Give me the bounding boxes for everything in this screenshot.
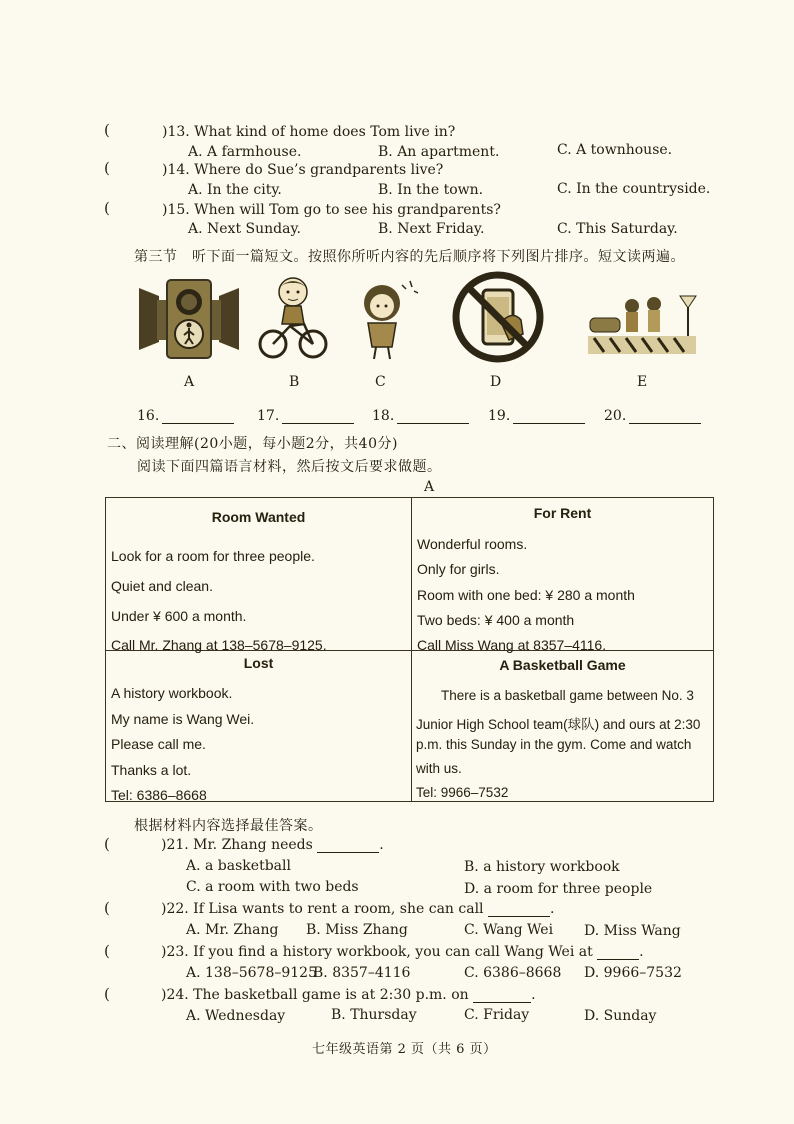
lost-line: Thanks a lot. — [111, 762, 192, 778]
answer-paren-23[interactable]: ( — [104, 942, 110, 960]
q14-option-c: C. In the countryside. — [557, 181, 711, 197]
children-crossing-icon — [584, 292, 700, 362]
q23-option-d: D. 9966–7532 — [584, 965, 682, 981]
q21-option-b: B. a history workbook — [464, 859, 620, 875]
q13-option-b: B. An apartment. — [378, 144, 500, 160]
question-23: )23. If you find a history workbook, you can call Wang Wei at . — [161, 944, 644, 960]
basketball-line: There is a basketball game between No. 3 — [441, 688, 694, 703]
for-rent-line: Room with one bed: ¥ 280 a month — [417, 587, 635, 603]
q23-option-b: B. 8357–4116 — [313, 965, 411, 981]
question-13: )13. What kind of home does Tom live in? — [162, 124, 456, 140]
room-wanted-line: Quiet and clean. — [111, 578, 213, 594]
answer-paren-24[interactable]: ( — [104, 985, 110, 1003]
answer-blank-20[interactable]: 20. — [604, 408, 701, 424]
room-wanted-line: Call Mr. Zhang at 138–5678–9125. — [111, 637, 327, 653]
q15-option-b: B. Next Friday. — [378, 221, 485, 237]
q22-option-d: D. Miss Wang — [584, 923, 681, 939]
basketball-game-ad — [412, 657, 713, 800]
question-22: )22. If Lisa wants to rent a room, she can call . — [161, 901, 555, 917]
room-wanted-title: Room Wanted — [211, 509, 306, 525]
ads-table — [105, 497, 714, 802]
passage-label: A — [424, 479, 435, 495]
question-14: )14. Where do Sue’s grandparents live? — [162, 162, 444, 178]
q24-option-a: A. Wednesday — [186, 1008, 286, 1024]
lost-line: My name is Wang Wei. — [111, 711, 255, 727]
q24-option-d: D. Sunday — [584, 1008, 657, 1024]
room-wanted-ad — [106, 509, 411, 653]
question-21: )21. Mr. Zhang needs . — [161, 837, 384, 853]
q24-option-b: B. Thursday — [331, 1007, 417, 1023]
q21-option-a: A. a basketball — [186, 858, 291, 874]
room-wanted-line: Look for a room for three people. — [111, 548, 315, 564]
picture-label-e: E — [637, 374, 648, 390]
basketball-game-title: A Basketball Game — [499, 657, 626, 673]
question-24: )24. The basketball game is at 2:30 p.m. on . — [161, 987, 536, 1003]
q23-option-a: A. 138–5678–9125 — [186, 965, 317, 981]
page-footer: 七年级英语第 2 页（共 6 页） — [312, 1042, 497, 1057]
q21-option-c: C. a room with two beds — [186, 879, 359, 895]
boy-on-bicycle-icon — [258, 274, 328, 362]
q15-option-a: A. Next Sunday. — [188, 221, 301, 237]
for-rent-line: Wonderful rooms. — [417, 536, 528, 552]
answer-blank-16[interactable]: 16. — [137, 408, 234, 424]
basketball-line: p.m. this Sunday in the gym. Come and watch — [416, 737, 692, 752]
q24-option-c: C. Friday — [464, 1007, 530, 1023]
choose-instruction: 根据材料内容选择最佳答案。 — [134, 818, 323, 834]
for-rent-ad — [412, 505, 713, 653]
picture-label-b: B — [289, 374, 300, 390]
q14-option-b: B. In the town. — [378, 182, 484, 198]
picture-label-c: C — [375, 374, 386, 390]
q22-option-a: A. Mr. Zhang — [186, 922, 279, 938]
room-wanted-line: Under ¥ 600 a month. — [111, 608, 247, 624]
reading-instruction: 阅读下面四篇语言材料，然后按文后要求做题。 — [137, 459, 442, 475]
basketball-line: Tel: 9966–7532 — [416, 785, 509, 800]
answer-paren-14[interactable]: ( — [104, 159, 110, 177]
answer-paren-15[interactable]: ( — [104, 199, 110, 217]
section-3-instruction: 第三节 听下面一篇短文。按照你所听内容的先后顺序将下列图片排序。短文读两遍。 — [134, 249, 685, 265]
picture-label-a: A — [184, 374, 195, 390]
basketball-line: Junior High School team(球队) and ours at 2:30 — [416, 717, 701, 732]
answer-blank-18[interactable]: 18. — [372, 408, 469, 424]
q22-option-c: C. Wang Wei — [464, 922, 554, 938]
q22-option-b: B. Miss Zhang — [306, 922, 408, 938]
basketball-line: with us. — [416, 761, 462, 776]
for-rent-title: For Rent — [533, 505, 592, 521]
answer-paren-22[interactable]: ( — [104, 899, 110, 917]
question-15: )15. When will Tom go to see his grandparents? — [162, 202, 501, 218]
answer-paren-13[interactable]: ( — [104, 121, 110, 139]
picture-label-d: D — [490, 374, 502, 390]
q13-option-a: A. A farmhouse. — [188, 144, 302, 160]
lost-ad — [106, 655, 411, 803]
lost-line: Tel: 6386–8668 — [111, 787, 207, 803]
no-phone-icon — [451, 270, 545, 364]
q15-option-c: C. This Saturday. — [557, 221, 678, 237]
q14-option-a: A. In the city. — [188, 182, 282, 198]
for-rent-line: Two beds: ¥ 400 a month — [417, 612, 575, 628]
lost-title: Lost — [243, 655, 274, 671]
q21-option-d: D. a room for three people — [464, 881, 653, 897]
q13-option-c: C. A townhouse. — [557, 142, 673, 158]
answer-blank-19[interactable]: 19. — [488, 408, 585, 424]
lost-line: Please call me. — [111, 736, 206, 752]
answer-paren-21[interactable]: ( — [104, 835, 110, 853]
reading-heading: 二、阅读理解(20小题，每小题2分，共40分) — [107, 436, 398, 452]
for-rent-line: Call Miss Wang at 8357–4116. — [417, 637, 607, 653]
for-rent-line: Only for girls. — [417, 561, 500, 577]
q23-option-c: C. 6386–8668 — [464, 965, 562, 981]
answer-blank-17[interactable]: 17. — [257, 408, 354, 424]
lost-line: A history workbook. — [111, 685, 233, 701]
traffic-light-icon — [137, 278, 241, 360]
girl-icon — [352, 279, 420, 363]
